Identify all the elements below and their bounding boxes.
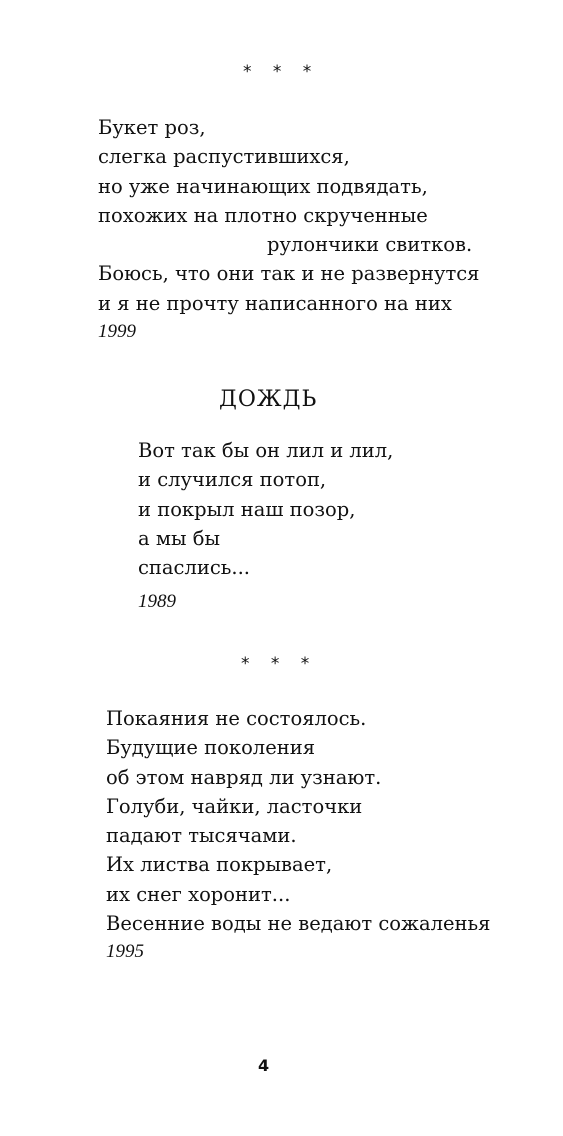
poem-year-3: 1995 [106,941,144,962]
poem-line: их снег хоронит... [106,882,291,906]
poem-3 [106,704,490,938]
poem-line: и я не прочту написанного на них [98,291,452,315]
poem-line: Боюсь, что они так и не развернутся [98,262,480,286]
poem-line: а мы бы [138,526,220,550]
poem-1 [98,113,480,318]
poem-line: Букет роз, [98,116,206,139]
poem-line: Весенние воды не ведают сожаленья [106,912,491,936]
poem-line: Будущие поколения [106,736,316,760]
poem-line: рулончики свитков. [267,233,473,257]
poem-line: спаслись... [138,556,250,580]
poem-title: ДОЖДЬ [219,387,318,412]
poem-line: Вот так бы он лил и лил, [138,439,394,462]
section-separator-1: * * * [243,62,320,82]
poem-line: но уже начинающих подвядать, [98,174,428,198]
poem-line: и случился потоп, [138,468,327,492]
poem-line: об этом навряд ли узнают. [106,765,382,789]
poem-line: и покрыл наш позор, [138,497,356,521]
poem-line: похожих на плотно скрученные [98,203,428,227]
poem-year-2: 1989 [138,591,176,612]
poem-year-1: 1999 [98,321,136,342]
poem-2 [138,436,393,582]
poem-line: Голуби, чайки, ласточки [106,794,363,818]
poem-line: падают тысячами. [106,824,297,848]
poem-line: слегка распустившихся, [98,145,350,169]
poem-line: Их листва покрывает, [106,853,333,877]
section-separator-2: * * * [241,654,318,674]
page-number: 4 [258,1056,270,1075]
poem-line: Покаяния не состоялось. [106,707,367,730]
